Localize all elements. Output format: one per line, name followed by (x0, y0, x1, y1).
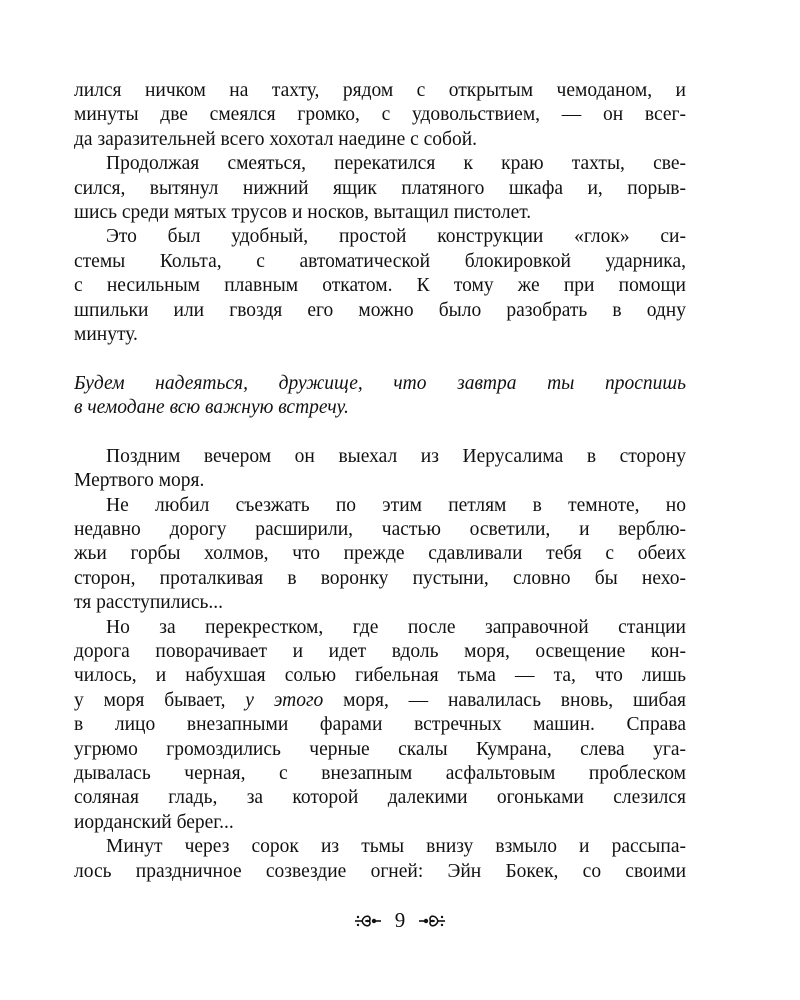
text-line: сился, вытянул нижний ящик платяного шкафа и, порыв- (74, 177, 686, 199)
text-line: лился ничком на тахту, рядом с открытым чемоданом, и (74, 80, 686, 101)
text-line: в лицо внезапными фарами встречных машин. Справа (74, 714, 686, 736)
text-line: шись среди мятых трусов и носков, вытащил пистолет. (74, 201, 532, 223)
text-line: Будем надеяться, дружище, что завтра ты проспишь (74, 372, 686, 394)
text-line: чилось, и набухшая солью гибельная тьма — та, что лишь (74, 665, 686, 687)
text-line: дывалась черная, с внезапным асфальтовым проблеском (74, 762, 686, 784)
page-number: 9 (394, 908, 406, 932)
text-line: лось праздничное созвездие огней: Эйн Бокек, со своими (74, 860, 686, 882)
text-line: с несильным плавным откатом. К тому же при помощи (74, 275, 686, 297)
text-line: Но за перекрестком, где после заправочной станции (106, 616, 686, 638)
text-line: Минут через сорок из тьмы внизу взмыло и рассыпа- (106, 836, 686, 858)
text-line: иорданский берег... (74, 811, 234, 833)
text-line: стемы Кольта, с автоматической блокировкой ударника, (74, 250, 686, 272)
text-line: угрюмо громоздились черные скалы Кумрана, слева уга- (74, 738, 686, 760)
fleuron-right-icon (417, 913, 447, 929)
text-line: Это был удобный, простой конструкции «глок» си- (106, 226, 686, 248)
text-line: да заразительней всего хохотал наедине с собой. (74, 128, 478, 150)
paragraph-gap (74, 420, 686, 444)
text-line: жьи горбы холмов, что прежде сдавливали тебя с обеих (74, 543, 686, 565)
text-line: недавно дорогу расширили, частью осветили, и верблю- (74, 519, 686, 541)
text-line: минуты две смеялся громко, с удовольствием, — он всег- (74, 104, 686, 126)
text-run: у моря бывает, (74, 689, 246, 711)
text-line: Не любил съезжать по этим петлям в темноте, но (106, 494, 686, 516)
text-line: Мертвого моря. (74, 470, 205, 492)
text-line: тя расступились... (74, 592, 224, 614)
text-line: минуту. (74, 323, 138, 345)
paragraph-gap (74, 347, 686, 371)
text-line: Поздним вечером он выехал из Иерусалима в сторону (106, 445, 686, 467)
text-line: соляная гладь, за которой далекими огоньками слезился (74, 787, 686, 809)
text-run: моря, — навалилась вновь, шибая (323, 689, 686, 711)
text-line: Продолжая смеяться, перекатился к краю тахты, све- (106, 153, 686, 175)
page-footer (0, 908, 800, 933)
emphasis-text: у этого (245, 689, 324, 711)
text-line: шпильки или гвоздя его можно было разобрать в одну (74, 299, 686, 321)
text-line: в чемодане всю важную встречу. (74, 397, 349, 419)
book-page-text (74, 79, 686, 884)
text-line: дорога поворачивает и идет вдоль моря, освещение кон- (74, 640, 686, 662)
text-line: сторон, проталкивая в воронку пустыни, словно бы нехо- (74, 567, 686, 589)
fleuron-left-icon (353, 913, 383, 929)
text-line (74, 689, 686, 713)
